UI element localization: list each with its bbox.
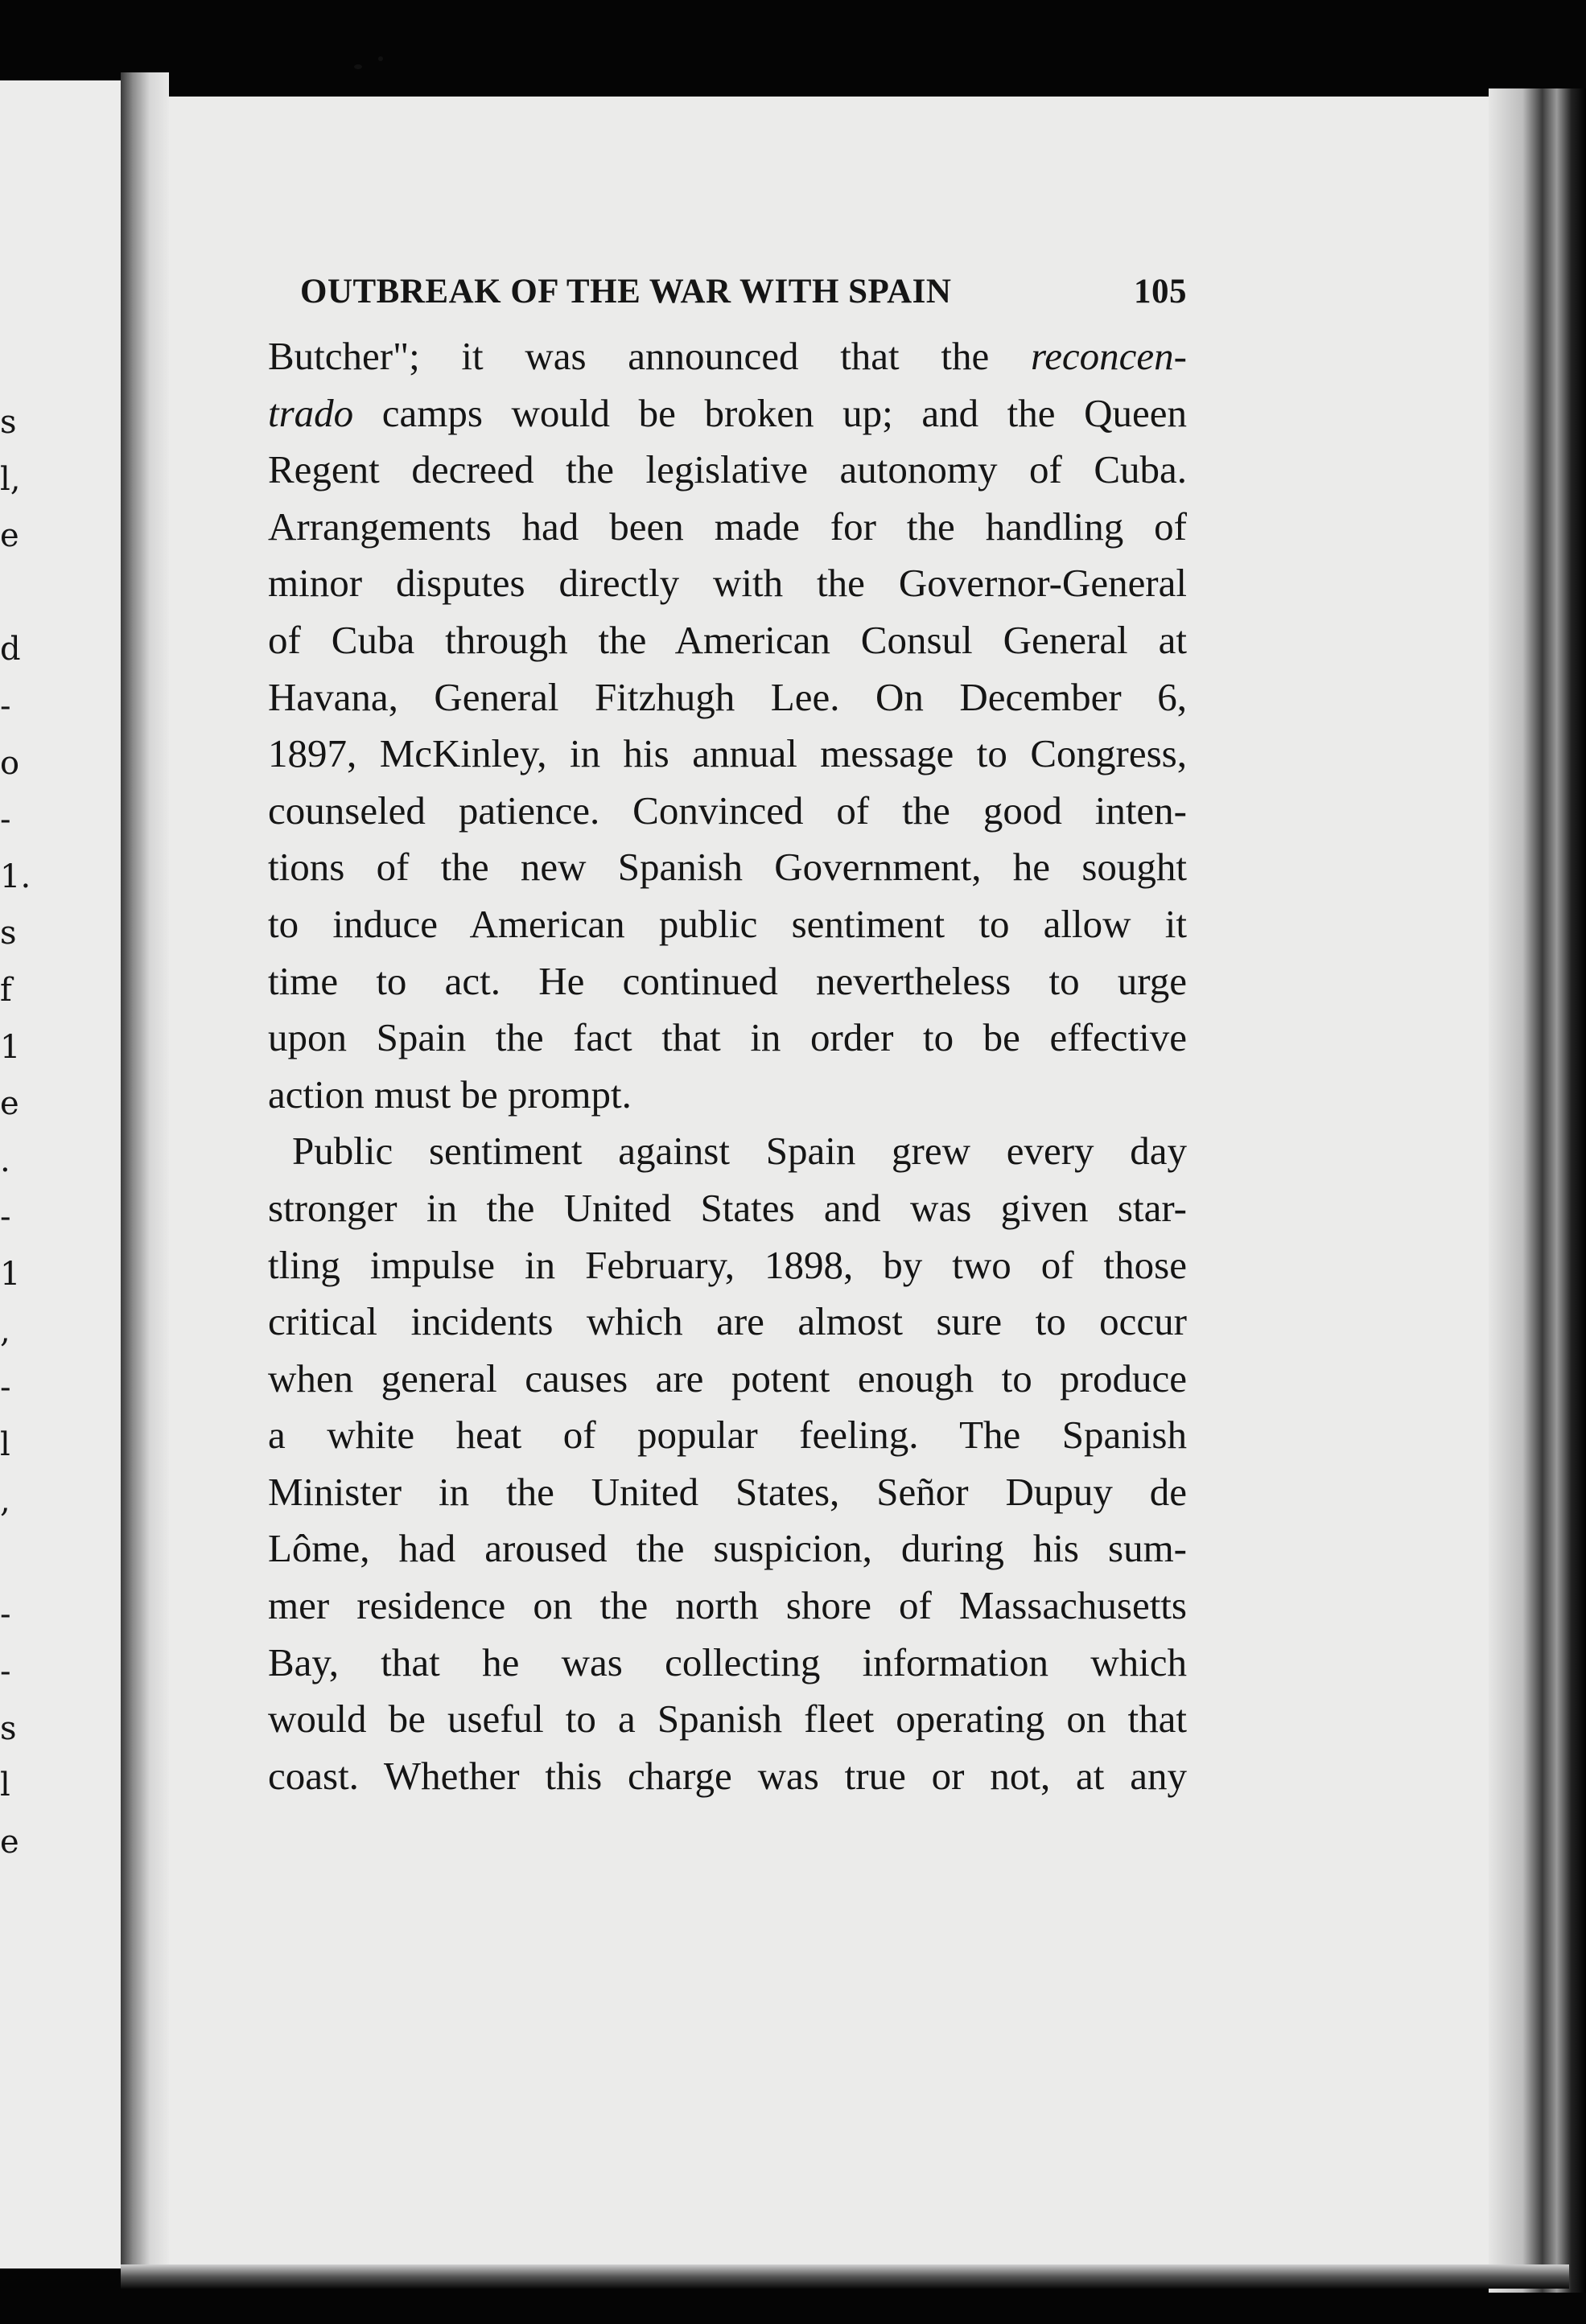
line-ending: d <box>0 631 21 668</box>
text-line: Havana, General Fitzhugh Lee. On December 6, <box>268 674 1187 719</box>
text-line: would be useful to a Spanish fleet operating on that <box>268 1697 1187 1742</box>
book-gutter <box>121 72 169 2285</box>
line-ending: . <box>0 1141 10 1179</box>
line-ending: l <box>0 1425 10 1463</box>
line-ending: f <box>0 971 12 1009</box>
page-stack-edge <box>1489 88 1586 2293</box>
line-ending: , <box>0 1312 10 1350</box>
scan-speck <box>354 64 362 69</box>
text-line: stronger in the United States and was given star- <box>268 1185 1187 1230</box>
line-ending: - <box>0 687 11 725</box>
scan-speck <box>378 56 383 61</box>
text-line: Minister in the United States, Señor Dupuy de <box>268 1469 1187 1514</box>
page-number: 105 <box>1134 273 1187 311</box>
text-line: action must be prompt. <box>268 1072 632 1117</box>
line-ending <box>0 1530 32 1587</box>
text-line: Lôme, had aroused the suspicion, during his sum- <box>268 1526 1187 1571</box>
text-line: 1897, McKinley, in his annual message to Congress, <box>268 731 1187 776</box>
text-line: time to act. He continued nevertheless to urge <box>268 958 1187 1003</box>
line-ending: - <box>0 801 11 839</box>
running-head <box>268 256 1187 328</box>
paragraph-1 <box>268 328 1187 1123</box>
page-text <box>268 256 1187 1804</box>
text-line: coast. Whether this charge was true or not, at any <box>268 1753 1187 1798</box>
text-line: a white heat of popular feeling. The Spanish <box>268 1413 1187 1458</box>
text-line: Bay, that he was collecting information which <box>268 1639 1187 1684</box>
line-ending: 1. <box>0 858 31 895</box>
text-line: when general causes are potent enough to produce <box>268 1355 1187 1401</box>
text-line: to induce American public sentiment to allow it <box>268 901 1187 946</box>
paragraph-2 <box>268 1123 1187 1804</box>
line-ending: l, <box>0 460 21 498</box>
previous-page-edge <box>0 80 133 2268</box>
text-line: critical incidents which are almost sure to occur <box>268 1299 1187 1344</box>
line-ending: 1 <box>0 1028 21 1066</box>
text-line: Butcher"; it was announced that the reconcen- <box>268 334 1187 378</box>
line-ending: - <box>0 1653 11 1691</box>
line-ending: e <box>0 1085 19 1123</box>
text-line: tling impulse in February, 1898, by two of those <box>268 1242 1187 1287</box>
text-line: mer residence on the north shore of Massachusetts <box>268 1583 1187 1628</box>
line-ending: - <box>0 1199 11 1236</box>
line-ending: s <box>0 404 17 441</box>
text-line: counseled patience. Convinced of the good inten- <box>268 788 1187 833</box>
text-line: Public sentiment against Spain grew every day <box>292 1129 1187 1174</box>
line-ending: s <box>0 915 17 952</box>
line-ending: e <box>0 1823 19 1861</box>
line-ending: - <box>0 1369 11 1407</box>
previous-page-line-endings <box>0 394 32 1870</box>
line-ending: l <box>0 1767 10 1804</box>
text-line: upon Spain the fact that in order to be effective <box>268 1015 1187 1060</box>
text-line: Arrangements had been made for the handling of <box>268 504 1187 549</box>
text-line: minor disputes directly with the Governor-General <box>268 561 1187 606</box>
text-line: Regent decreed the legislative autonomy of Cuba. <box>268 447 1187 492</box>
line-ending: e <box>0 517 19 555</box>
text-line: of Cuba through the American Consul General at <box>268 617 1187 662</box>
text-line: tions of the new Spanish Government, he sought <box>268 845 1187 890</box>
line-ending: 1 <box>0 1255 21 1293</box>
chapter-title: OUTBREAK OF THE WAR WITH SPAIN <box>300 273 952 311</box>
line-ending: , <box>0 1483 10 1520</box>
line-ending: - <box>0 1596 11 1634</box>
line-ending: s <box>0 1709 17 1747</box>
page-bottom-edge <box>121 2264 1569 2289</box>
line-ending: o <box>0 744 20 782</box>
text-line: trado camps would be broken up; and the Queen <box>268 390 1187 435</box>
line-ending <box>0 565 32 622</box>
